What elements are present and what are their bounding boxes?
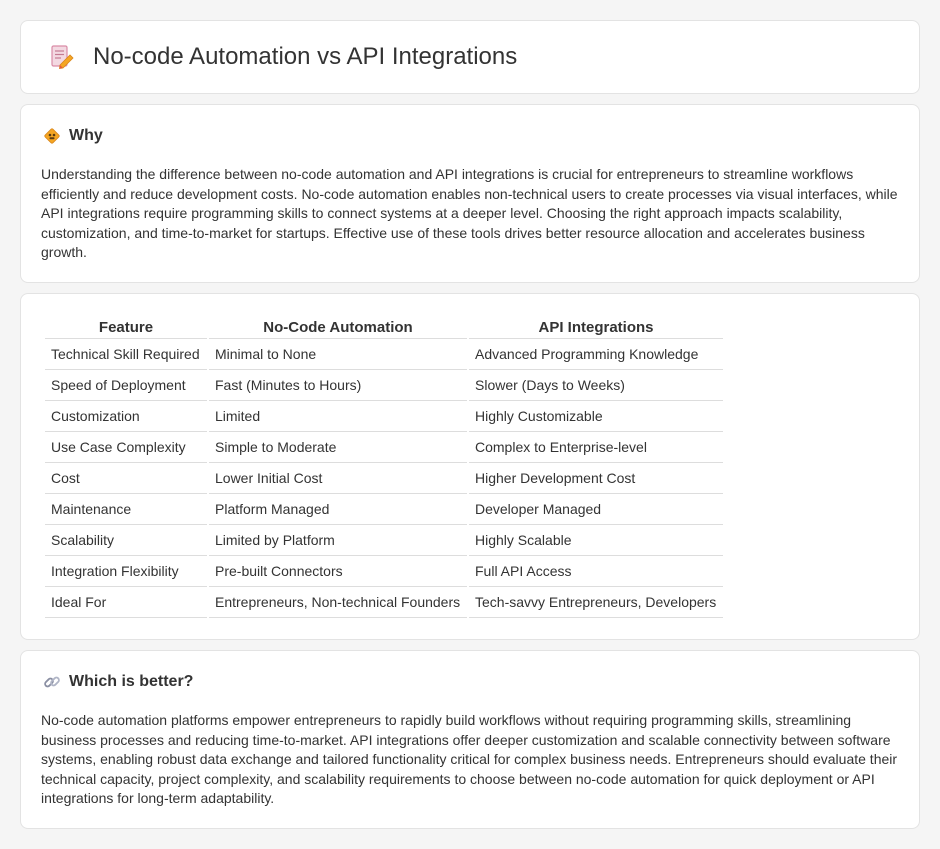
title-card [20,20,920,94]
api-cell: Higher Development Cost [469,463,723,494]
column-header-no-code: No-Code Automation [209,315,467,339]
no-code-cell: Minimal to None [209,339,467,370]
feature-cell: Scalability [45,525,207,556]
which-is-better-section [20,650,920,829]
api-cell: Developer Managed [469,494,723,525]
why-heading-row [43,127,103,145]
no-code-cell: Limited by Platform [209,525,467,556]
table-row [45,556,723,587]
no-code-cell: Platform Managed [209,494,467,525]
link-icon [43,673,61,691]
better-body: No-code automation platforms empower entrepreneurs to rapidly build workflows without requiring programming skills, streamlining business processes and reducing time-to-market. API integrations offer deeper customization and scalable connectivity between software systems, enabling robust data exchange and tailored functionality critical for complex business needs. Entrepreneurs should evaluate their technical capacity, project complexity, and scalability requirements to choose between no-code automation for quick deployment or API integrations for long-term adaptability. [41,712,898,806]
api-cell: Full API Access [469,556,723,587]
table-header-row [45,315,723,339]
table-row [45,494,723,525]
why-section [20,104,920,283]
no-code-cell: Simple to Moderate [209,432,467,463]
feature-cell: Ideal For [45,587,207,618]
table-row [45,587,723,618]
feature-cell: Customization [45,401,207,432]
no-code-cell: Fast (Minutes to Hours) [209,370,467,401]
feature-cell: Speed of Deployment [45,370,207,401]
no-code-cell: Limited [209,401,467,432]
title-row [21,21,919,93]
feature-cell: Maintenance [45,494,207,525]
no-code-cell: Pre-built Connectors [209,556,467,587]
feature-cell: Cost [45,463,207,494]
table-row [45,432,723,463]
column-header-api: API Integrations [469,315,723,339]
no-code-cell: Entrepreneurs, Non-technical Founders [209,587,467,618]
better-heading-row [43,673,193,691]
table-row [45,339,723,370]
diamond-sign-icon [43,127,61,145]
document-pencil-icon [47,43,75,71]
api-cell: Complex to Enterprise-level [469,432,723,463]
table-row [45,370,723,401]
table-row [45,525,723,556]
api-cell: Slower (Days to Weeks) [469,370,723,401]
table-row [45,463,723,494]
no-code-cell: Lower Initial Cost [209,463,467,494]
comparison-table [43,315,725,618]
api-cell: Advanced Programming Knowledge [469,339,723,370]
page-title: No-code Automation vs API Integrations [93,43,518,70]
table-row [45,401,723,432]
comparison-section [20,293,920,640]
feature-cell: Technical Skill Required [45,339,207,370]
why-heading: Why [69,127,103,144]
api-cell: Highly Customizable [469,401,723,432]
column-header-feature: Feature [45,315,207,339]
api-cell: Tech-savvy Entrepreneurs, Developers [469,587,723,618]
feature-cell: Integration Flexibility [45,556,207,587]
why-body: Understanding the difference between no-code automation and API integrations is crucial for entrepreneurs to streamline workflows efficiently and reduce development costs. No-code automation enables non-technical users to create processes via visual interfaces, while API integrations require programming skills to connect systems at a deeper level. Choosing the right approach impacts scalability, customization, and time-to-market for startups. Effective use of these tools drives better resource allocation and accelerates business growth. [41,166,898,260]
feature-cell: Use Case Complexity [45,432,207,463]
api-cell: Highly Scalable [469,525,723,556]
better-heading: Which is better? [69,673,194,690]
